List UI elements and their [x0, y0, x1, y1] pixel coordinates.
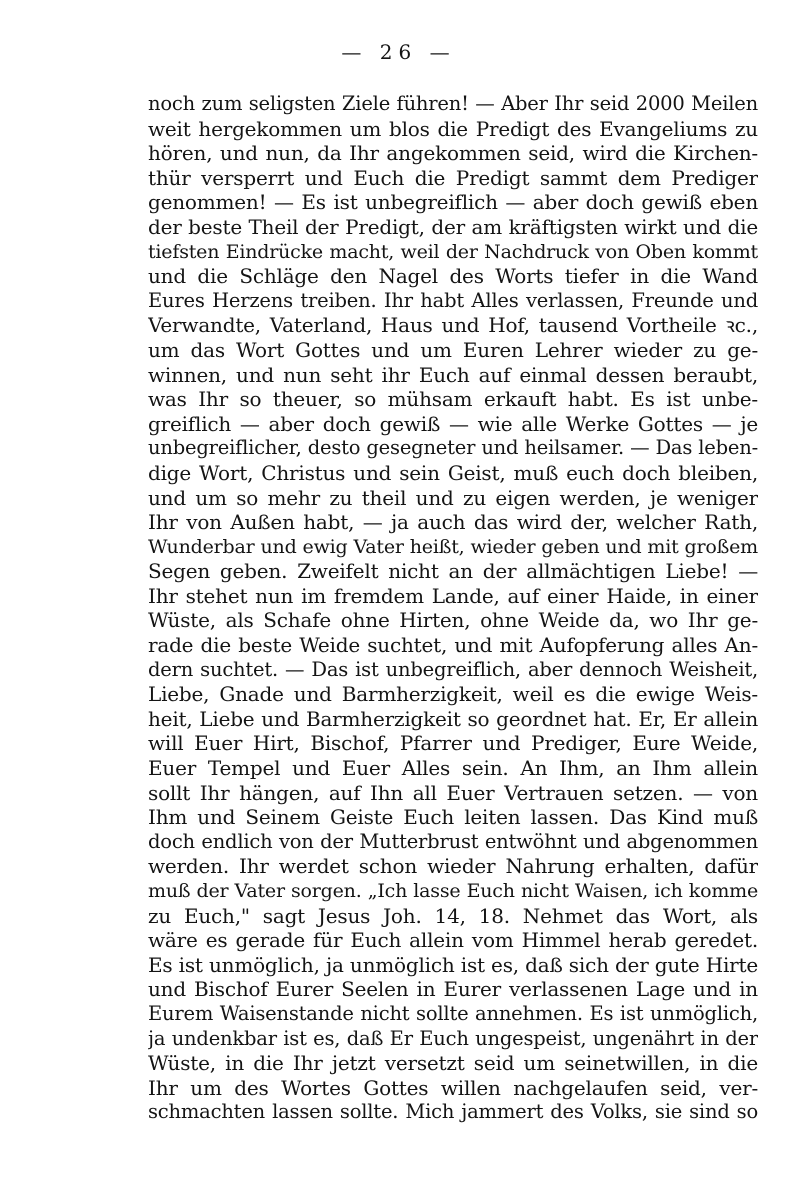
text-line: ja undenkbar ist es, daß Er Euch ungespeist, ungenährt in der: [148, 1026, 758, 1050]
text-line: weit hergekommen um blos die Predigt des Evangeliums zu: [148, 116, 758, 141]
text-line: muß der Vater sorgen. „Ich lasse Euch nicht Waisen, ich komme: [148, 880, 758, 902]
text-line: Ihr stehet nun im fremdem Lande, auf einer Haide, in einer: [148, 583, 758, 608]
text-line: Verwandte, Vaterland, Haus und Hof, tausend Vortheile ꝛc.,: [148, 313, 758, 338]
text-line: heit, Liebe und Barmherzigkeit so geordnet hat. Er, Er allein: [148, 706, 758, 731]
text-line: schmachten lassen sollte. Mich jammert des Volks, sie sind so: [148, 1100, 758, 1124]
text-line: unbegreiflicher, desto gesegneter und heilsamer. — Das leben-: [148, 436, 758, 460]
text-line: zu Euch," sagt Jesus Joh. 14, 18. Nehmet das Wort, als: [148, 903, 758, 928]
text-line: sollt Ihr hängen, auf Ihn all Euer Vertrauen setzen. — von: [148, 780, 758, 805]
text-line: um das Wort Gottes und um Euren Lehrer wieder zu ge-: [148, 337, 758, 362]
body-text: [148, 92, 758, 1125]
text-line: Liebe, Gnade und Barmherzigkeit, weil es die ewige Weis-: [148, 682, 758, 707]
text-line: und um so mehr zu theil und zu eigen werden, je weniger: [148, 485, 758, 510]
text-line: Wüste, in die Ihr jetzt versetzt seid um seinetwillen, in die: [148, 1051, 758, 1076]
text-line: dern suchtet. — Das ist unbegreiflich, aber dennoch Weisheit,: [148, 657, 758, 681]
text-line: und die Schläge den Nagel des Worts tiefer in die Wand: [148, 264, 758, 289]
text-line: Ihr von Außen habt, — ja auch das wird der, welcher Rath,: [148, 510, 758, 535]
text-line: Es ist unmöglich, ja unmöglich ist es, daß sich der gute Hirte: [148, 952, 758, 977]
text-line: dige Wort, Christus und sein Geist, muß euch doch bleiben,: [148, 460, 758, 485]
text-line: wäre es gerade für Euch allein vom Himmel herab geredet.: [148, 928, 758, 953]
text-line: hören, und nun, da Ihr angekommen seid, wird die Kirchen-: [148, 141, 758, 166]
text-line: tiefsten Eindrücke macht, weil der Nachdruck von Oben kommt: [148, 240, 758, 263]
text-line: will Euer Hirt, Bischof, Pfarrer und Prediger, Eure Weide,: [148, 731, 758, 756]
text-line: Wüste, als Schafe ohne Hirten, ohne Weide da, wo Ihr ge-: [148, 608, 758, 633]
text-line: Eurem Waisenstande nicht sollte annehmen. Es ist unmöglich,: [148, 1001, 758, 1025]
text-line: Wunderbar und ewig Vater heißt, wieder geben und mit großem: [148, 535, 758, 558]
text-line: was Ihr so theuer, so mühsam erkauft habt. Es ist unbe-: [148, 387, 758, 412]
text-line: rade die beste Weide suchtet, und mit Aufopferung alles An-: [148, 633, 758, 658]
text-line: noch zum seligsten Ziele führen! — Aber Ihr seid 2000 Meilen: [148, 92, 758, 115]
text-line: der beste Theil der Predigt, der am kräftigsten wirkt und die: [148, 214, 758, 239]
text-line: winnen, und nun seht ihr Euch auf einmal dessen beraubt,: [148, 362, 758, 387]
text-line: Eures Herzens treiben. Ihr habt Alles verlassen, Freunde und: [148, 288, 758, 312]
text-line: Ihm und Seinem Geiste Euch leiten lassen. Das Kind muß: [148, 805, 758, 830]
text-line: doch endlich von der Mutterbrust entwöhnt und abgenommen: [148, 829, 758, 853]
text-line: Euer Tempel und Euer Alles sein. An Ihm, an Ihm allein: [148, 756, 758, 781]
text-line: Ihr um des Wortes Gottes willen nachgelaufen seid, ver-: [148, 1075, 758, 1100]
text-line: und Bischof Eurer Seelen in Eurer verlassenen Lage und in: [148, 977, 758, 1002]
page-number-header: — 26 —: [341, 40, 456, 64]
text-line: genommen! — Es ist unbegreiflich — aber doch gewiß eben: [148, 190, 758, 215]
text-line: werden. Ihr werdet schon wieder Nahrung erhalten, dafür: [148, 854, 758, 879]
text-line: greiflich — aber doch gewiß — wie alle Werke Gottes — je: [148, 411, 758, 436]
text-line: Segen geben. Zweifelt nicht an der allmächtigen Liebe! —: [148, 559, 758, 584]
text-line: thür versperrt und Euch die Predigt sammt dem Prediger: [148, 165, 758, 190]
